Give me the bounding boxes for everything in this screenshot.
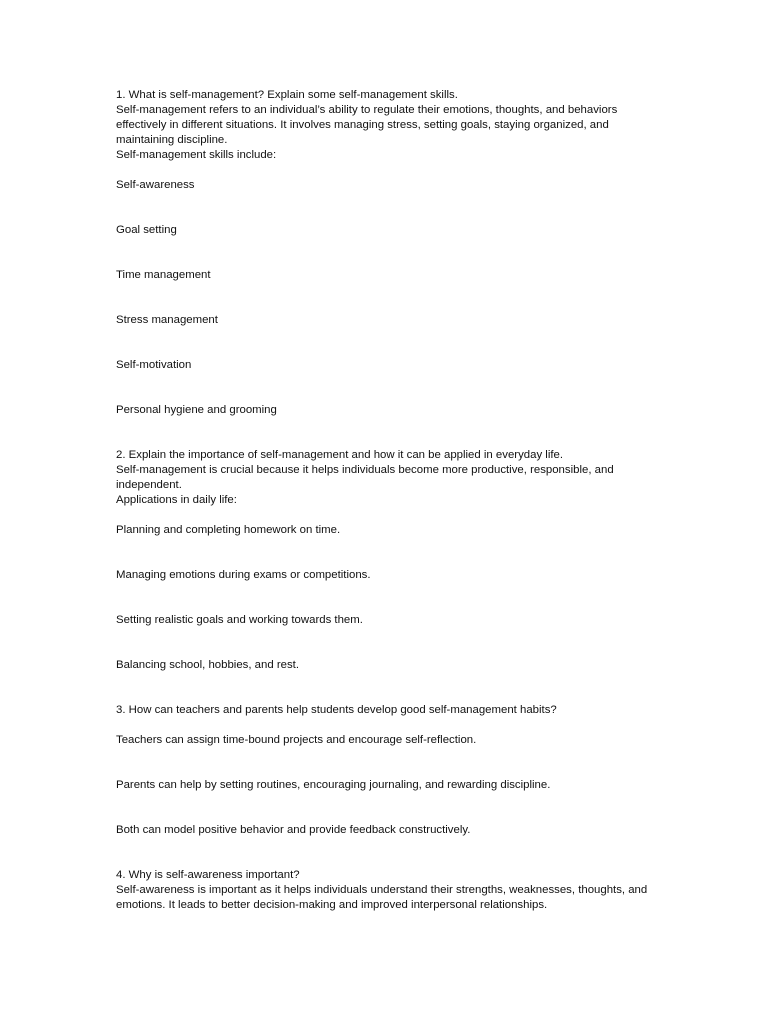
list-item: Setting realistic goals and working towards them. [116, 614, 363, 626]
answer-4: Self-awareness is important as it helps individuals understand their strengths, weaknesses, thoughts, and emotions. It leads to better decision-making and improved interpersonal relationships. [116, 884, 648, 911]
list-item: Self-awareness [116, 179, 195, 191]
question-2: 2. Explain the importance of self-management and how it can be applied in everyday life. [116, 449, 564, 461]
question-4: 4. Why is self-awareness important? [116, 869, 300, 881]
document-body [116, 88, 656, 913]
answer-1-list-intro: Self-management skills include: [116, 149, 277, 161]
answer-2: Self-management is crucial because it helps individuals become more productive, responsible, and independent. [116, 464, 614, 491]
list-item: Time management [116, 269, 211, 281]
answer-1: Self-management refers to an individual’s ability to regulate their emotions, thoughts, and behaviors effectively in different situations. It involves managing stress, setting goals, staying organized, and maintaining discipline. [116, 104, 618, 146]
list-item: Planning and completing homework on time. [116, 524, 341, 536]
list-item: Teachers can assign time-bound projects and encourage self-reflection. [116, 734, 477, 746]
question-1: 1. What is self-management? Explain some self-management skills. [116, 89, 458, 101]
list-item: Self-motivation [116, 359, 192, 371]
list-item: Balancing school, hobbies, and rest. [116, 659, 300, 671]
list-item: Parents can help by setting routines, encouraging journaling, and rewarding discipline. [116, 779, 551, 791]
list-item: Goal setting [116, 224, 177, 236]
list-item: Both can model positive behavior and provide feedback constructively. [116, 824, 471, 836]
question-3: 3. How can teachers and parents help students develop good self-management habits? [116, 704, 557, 716]
list-item: Stress management [116, 314, 218, 326]
list-item: Managing emotions during exams or competitions. [116, 569, 371, 581]
list-item: Personal hygiene and grooming [116, 404, 277, 416]
answer-2-list-intro: Applications in daily life: [116, 494, 237, 506]
